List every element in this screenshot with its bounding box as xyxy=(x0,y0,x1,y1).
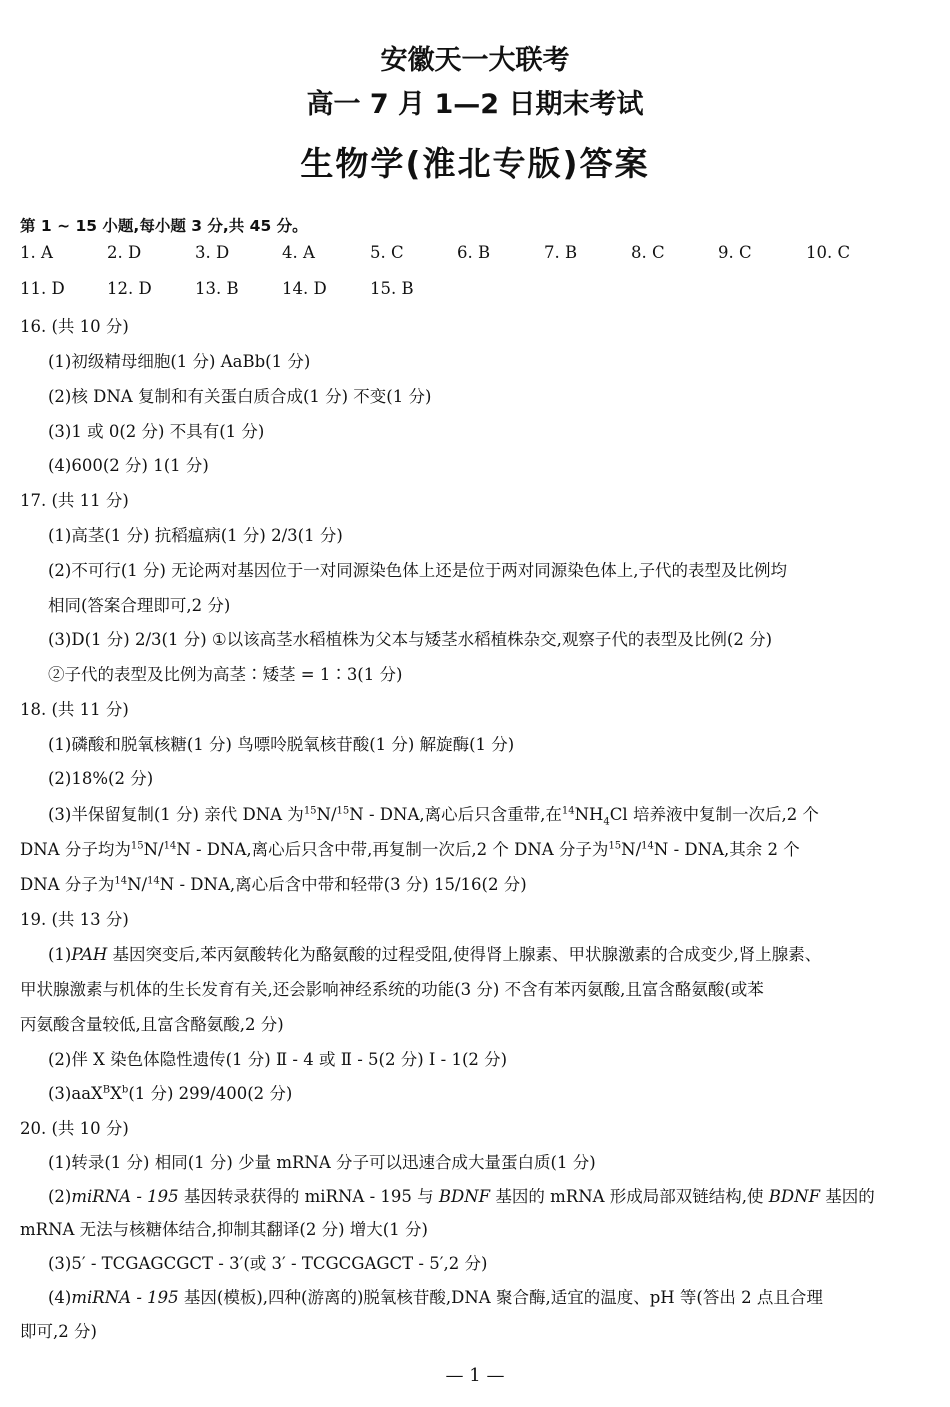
isotope-mark: 15 xyxy=(303,805,317,817)
page-number: — 1 — xyxy=(445,1365,505,1386)
text: DNA 分子为 xyxy=(20,875,115,894)
gene-name: PAH xyxy=(71,945,108,964)
text: N/ xyxy=(127,875,148,894)
q16-line: (1)初级精母细胞(1 分) AaBb(1 分) xyxy=(48,352,311,371)
isotope-mark: 15 xyxy=(608,840,622,852)
mc-answer: 9. C xyxy=(718,243,752,262)
text: 基因(模板),四种(游离的)脱氧核苷酸,DNA 聚合酶,适宜的温度、pH 等(答出 2 点且合理 xyxy=(178,1288,823,1307)
q16-line: (4)600(2 分) 1(1 分) xyxy=(48,456,209,475)
text: 基因转录获得的 miRNA - 195 与 xyxy=(178,1187,439,1206)
q20-line: 即可,2 分) xyxy=(20,1322,97,1341)
superscript: B xyxy=(102,1084,111,1096)
text: (1) xyxy=(48,945,72,964)
q17-line: 相同(答案合理即可,2 分) xyxy=(48,596,231,615)
gene-name: miRNA - 195 xyxy=(71,1187,179,1206)
text: N - DNA,其余 2 个 xyxy=(653,840,800,859)
mc-answer: 14. D xyxy=(282,279,327,298)
q19-line: (2)伴 X 染色体隐性遗传(1 分) Ⅱ - 4 或 Ⅱ - 5(2 分) Ⅰ - 1(2 分) xyxy=(48,1050,508,1069)
mc-answer: 8. C xyxy=(631,243,665,262)
isotope-mark: 14 xyxy=(163,840,177,852)
text: NH xyxy=(574,805,604,824)
q18-line xyxy=(48,801,819,828)
q20-line xyxy=(48,1183,875,1207)
q18-line: (1)磷酸和脱氧核糖(1 分) 鸟嘌呤脱氧核苷酸(1 分) 解旋酶(1 分) xyxy=(48,735,515,754)
q20-line xyxy=(48,1284,823,1308)
q18-heading: 18. (共 11 分) xyxy=(20,700,129,719)
text: X xyxy=(110,1084,122,1103)
q19-line xyxy=(48,1080,292,1104)
text: (3)半保留复制(1 分) 亲代 DNA 为 xyxy=(48,805,304,824)
text: Cl 培养液中复制一次后,2 个 xyxy=(609,805,819,824)
q17-line: (3)D(1 分) 2/3(1 分) ①以该高茎水稻植株为父本与矮茎水稻植株杂交,观察子代的表型及比例(2 分) xyxy=(48,630,773,649)
text: DNA 分子均为 xyxy=(20,840,131,859)
exam-union-title: 安徽天一大联考 xyxy=(380,45,570,76)
q19-line: 甲状腺激素与机体的生长发育有关,还会影响神经系统的功能(3 分) 不含有苯丙氨酸,且富含酪氨酸(或苯 xyxy=(20,980,764,999)
q18-line: (2)18%(2 分) xyxy=(48,769,154,788)
mc-intro: 第 1 ~ 15 小题,每小题 3 分,共 45 分。 xyxy=(20,217,308,235)
q20-heading: 20. (共 10 分) xyxy=(20,1119,129,1138)
q20-line: (1)转录(1 分) 相同(1 分) 少量 mRNA 分子可以迅速合成大量蛋白质(1 分) xyxy=(48,1153,596,1172)
mc-answer: 1. A xyxy=(20,243,53,262)
text: N/ xyxy=(143,840,164,859)
mc-answer: 5. C xyxy=(370,243,404,262)
q18-line xyxy=(20,836,800,860)
mc-answer: 3. D xyxy=(195,243,230,262)
isotope-mark: 15 xyxy=(336,805,350,817)
q17-line: (1)高茎(1 分) 抗稻瘟病(1 分) 2/3(1 分) xyxy=(48,526,343,545)
q20-line: mRNA 无法与核糖体结合,抑制其翻译(2 分) 增大(1 分) xyxy=(20,1220,428,1239)
text: N - DNA,离心后含中带和轻带(3 分) 15/16(2 分) xyxy=(159,875,527,894)
text: (3)aaX xyxy=(48,1084,103,1103)
subscript: 4 xyxy=(603,816,610,828)
exam-date-title: 高一 7 月 1—2 日期末考试 xyxy=(306,89,644,120)
mc-answer: 4. A xyxy=(282,243,315,262)
mc-answer: 2. D xyxy=(107,243,142,262)
mc-answer: 7. B xyxy=(544,243,578,262)
superscript: b xyxy=(121,1084,129,1096)
mc-answer: 12. D xyxy=(107,279,152,298)
isotope-mark: 14 xyxy=(147,875,160,887)
isotope-mark: 14 xyxy=(561,805,575,817)
mc-answer: 11. D xyxy=(20,279,65,298)
text: 基因的 mRNA 形成局部双链结构,使 xyxy=(490,1187,769,1206)
q16-line: (2)核 DNA 复制和有关蛋白质合成(1 分) 不变(1 分) xyxy=(48,387,432,406)
gene-name: miRNA - 195 xyxy=(71,1288,179,1307)
subject-answer-title: 生物学(淮北专版)答案 xyxy=(300,144,650,183)
q20-line: (3)5′ - TCGAGCGCT - 3′(或 3′ - TCGCGAGCT - 5′,2 分) xyxy=(48,1254,488,1273)
q17-line: ②子代的表型及比例为高茎∶矮茎 = 1∶3(1 分) xyxy=(48,665,403,684)
text: N/ xyxy=(621,840,642,859)
q16-line: (3)1 或 0(2 分) 不具有(1 分) xyxy=(48,422,265,441)
text: (4) xyxy=(48,1288,72,1307)
text: N - DNA,离心后只含中带,再复制一次后,2 个 DNA 分子为 xyxy=(176,840,609,859)
text: (1 分) 299/400(2 分) xyxy=(128,1084,293,1103)
text: 基因的 xyxy=(820,1187,875,1206)
q19-heading: 19. (共 13 分) xyxy=(20,910,129,929)
q18-line xyxy=(20,871,527,895)
mc-answer: 6. B xyxy=(457,243,491,262)
text: N - DNA,离心后只含重带,在 xyxy=(349,805,562,824)
mc-answer: 13. B xyxy=(195,279,239,298)
q19-line xyxy=(48,941,821,965)
q17-heading: 17. (共 11 分) xyxy=(20,491,129,510)
isotope-mark: 14 xyxy=(114,875,128,887)
q19-line: 丙氨酸含量较低,且富含酪氨酸,2 分) xyxy=(20,1015,284,1034)
gene-name: BDNF xyxy=(438,1187,491,1206)
q16-heading: 16. (共 10 分) xyxy=(20,317,129,336)
text: N/ xyxy=(316,805,337,824)
isotope-mark: 15 xyxy=(130,840,144,852)
mc-answer: 10. C xyxy=(806,243,851,262)
text: 基因突变后,苯丙氨酸转化为酪氨酸的过程受阻,使得肾上腺素、甲状腺激素的合成变少,肾上腺素、 xyxy=(107,945,822,964)
text: (2) xyxy=(48,1187,72,1206)
q17-line: (2)不可行(1 分) 无论两对基因位于一对同源染色体上还是位于两对同源染色体上,子代的表型及比例均 xyxy=(48,561,787,580)
isotope-mark: 14 xyxy=(641,840,654,852)
gene-name: BDNF xyxy=(768,1187,821,1206)
mc-answer: 15. B xyxy=(370,279,414,298)
